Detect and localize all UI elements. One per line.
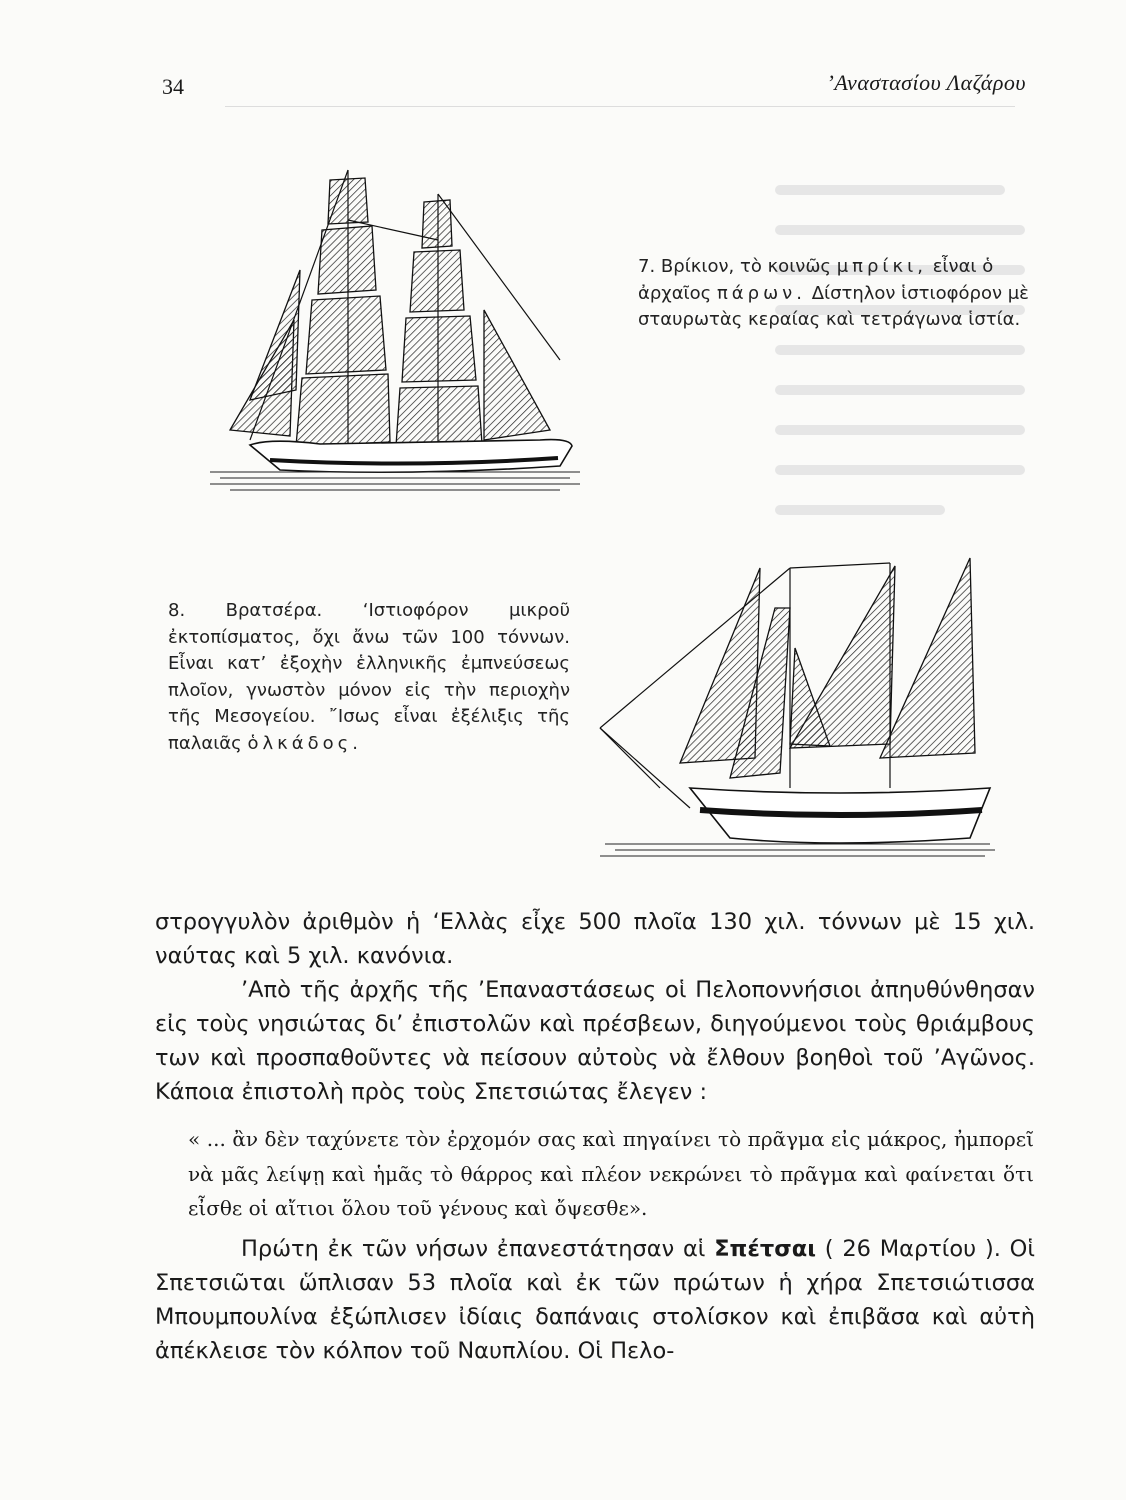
paragraph-2: [155, 973, 1035, 1109]
caption-7-line2-lead: εἶναι ὁ ἀρχαῖος: [638, 256, 994, 304]
caption-7-spaced-word-2: πάρων.: [716, 282, 806, 304]
bratsera-illustration: [590, 548, 1000, 858]
brig-illustration: [210, 160, 580, 500]
paragraph-1-text: στρογγυλὸν ἀριθμὸν ἡ ‘Ελλὰς εἶχε 500 πλοῖα 130 χιλ. τόννων μὲ 15 χιλ. ναύτας καὶ 5 χιλ. κανόνια.: [155, 909, 1035, 969]
letter-quote: [188, 1122, 1034, 1226]
paragraph-3-after: ( 26 Μαρτίου ). Οἱ Σπετσιῶται ὥπλισαν 53 πλοῖα καὶ ἐκ τῶν πρώτων ἡ χήρα Σπετσιώτισσα Μπουμπουλίνα ἐξώπλισεν ἰδίαις δαπάναις στολίσκον καὶ ἐπιβᾶσα καὶ αὐτὴ ἀπέκλεισε τὸν κόλπον τοῦ Ναυπλίου. Οἱ Πελο-: [155, 1236, 1036, 1364]
caption-8-spaced-word: ὁλκάδος.: [247, 732, 362, 754]
caption-ship-7: [638, 254, 1038, 334]
caption-7-lead: Βρίκιον, τὸ κοινῶς: [660, 256, 831, 277]
paragraph-3: [155, 1232, 1035, 1368]
caption-8-text: Βρατσέρα. ‘Ιστιοφόρον μικροῦ ἐκτοπίσματος, ὄχι ἄνω τῶν 100 τόννων. Εἶναι κατ’ ἐξοχὴν ἑλληνικῆς ἐμπνεύσεως πλοῖον, γνωστὸν μόνον εἰς τὴν περιοχὴν τῆς Μεσογείου. ῎Ισως εἶναι ἐξέλιξις τῆς παλαιᾶς: [168, 600, 570, 754]
caption-8-number: 8.: [168, 600, 186, 621]
running-head: ’Αναστασίου Λαζάρου: [826, 70, 1026, 95]
caption-7-spaced-word: μπρίκι,: [836, 256, 927, 277]
caption-7-tail: Δίστηλον ἱστιοφόρον μὲ σταυρωτὰς κεραίας καὶ τετράγωνα ἱστία.: [638, 282, 1029, 330]
caption-ship-8: [168, 598, 570, 757]
paragraph-2-text: ’Απὸ τῆς ἀρχῆς τῆς ’Επαναστάσεως οἱ Πελοποννήσιοι ἀπηυθύνθησαν εἰς τοὺς νησιώτας δι’ ἐπιστολῶν καὶ πρέσβεων, διηγούμενοι τοὺς θριάμβους των καὶ προσπαθοῦντες νὰ πείσουν αὐτοὺς νὰ ἔλθουν βοηθοὶ τοῦ ’Αγῶνος. Κάποια ἐπιστολὴ πρὸς τοὺς Σπετσιώτας ἔλεγεν :: [155, 977, 1035, 1105]
caption-7-number: 7.: [638, 256, 656, 277]
letter-quote-text: « ... ἂν δὲν ταχύνετε τὸν ἐρχομόν σας καὶ πηγαίνει τὸ πρᾶγμα εἰς μάκρος, ἠμπορεῖ νὰ μᾶς λείψῃ καὶ ἡμᾶς τὸ θάρρος καὶ πλέον νεκρώνει τὸ πρᾶγμα καὶ φαίνεται ὅτι εἶσθε οἱ αἴτιοι ὅλου τοῦ γένους καὶ ὄψεσθε».: [188, 1127, 1034, 1220]
spetses-bold: Σπέτσαι: [714, 1236, 816, 1262]
paragraph-3-before: Πρώτη ἐκ τῶν νήσων ἐπανεστάτησαν αἱ: [241, 1236, 706, 1262]
paragraph-1: [155, 905, 1035, 973]
page-number: 34: [162, 74, 184, 99]
paragraph-3-text: [155, 1232, 1035, 1368]
